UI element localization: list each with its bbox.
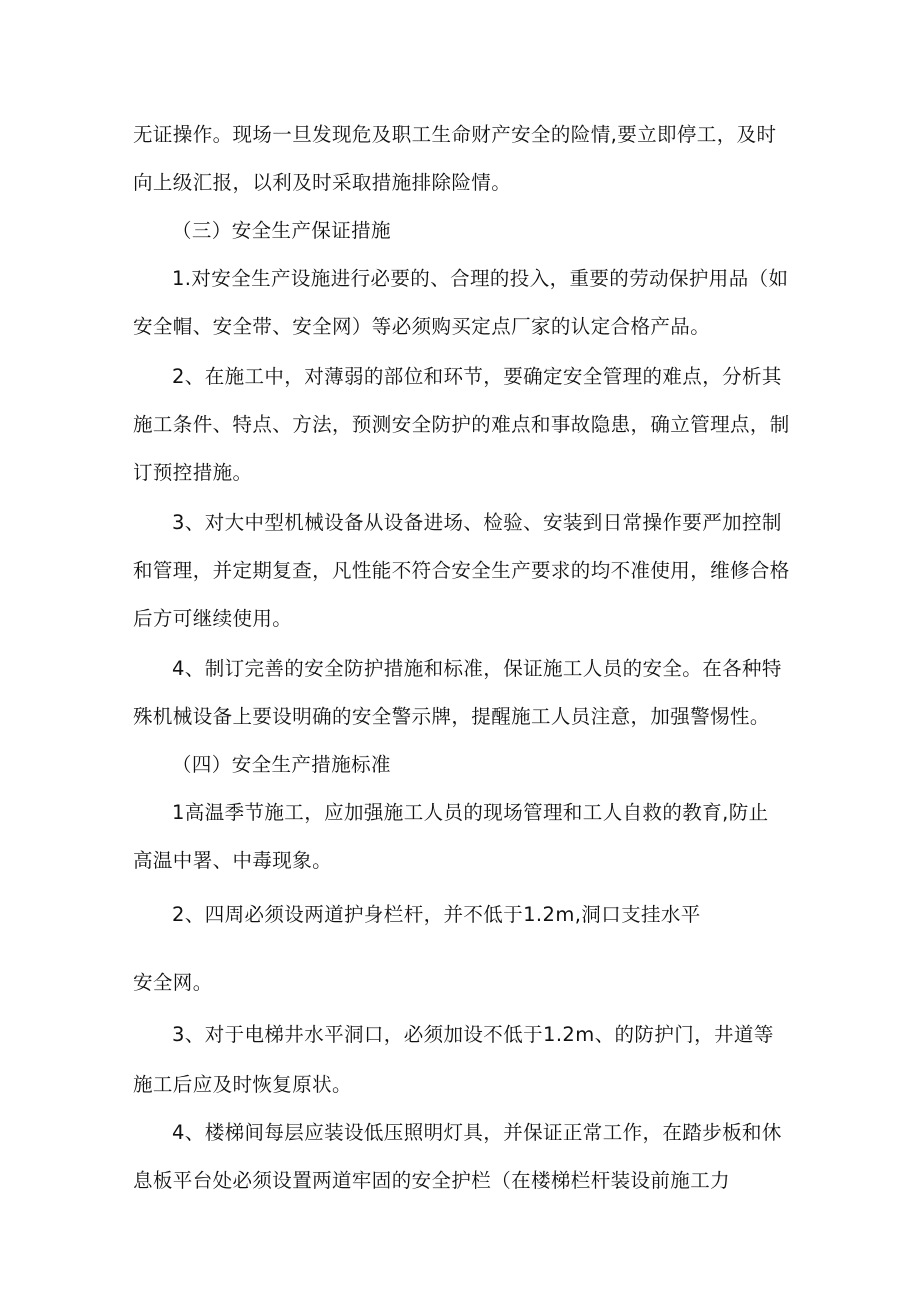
s3-item1-line-2: 安全帽、安全带、安全网）等必须购买定点厂家的认定合格产品。 — [133, 315, 711, 338]
s3-item2-line-3: 订预控措施。 — [133, 461, 253, 484]
s4-item2-line-2: 安全网。 — [133, 971, 213, 994]
s4-item1-line-2: 高温中署、中毒现象。 — [133, 849, 333, 872]
section3-heading: （三）安全生产保证措施 — [172, 219, 391, 242]
s3-item2-line-1: 2、在施工中，对薄弱的部位和环节，要确定安全管理的难点，分析其 — [172, 365, 782, 388]
s4-item3-line-1: 3、对于电梯井水平洞口，必须加设不低于1.2m、的防护门，井道等 — [172, 1023, 774, 1046]
intro-line-2: 向上级汇报，以利及时采取措施排除险情。 — [133, 171, 512, 194]
s3-item3-line-1: 3、对大中型机械设备从设备进场、检验、安装到日常操作要严加控制 — [172, 511, 782, 534]
s3-item3-line-3: 后方可继续使用。 — [133, 607, 293, 630]
s3-item1-line-1: 1.对安全生产设施进行必要的、合理的投入，重要的劳动保护用品（如 — [172, 267, 789, 290]
intro-line-1: 无证操作。现场一旦发现危及职工生命财产安全的险情,要立即停工，及时 — [133, 123, 777, 146]
s4-item2-line-1: 2、四周必须设两道护身栏杆，并不低于1.2m,洞口支挂水平 — [172, 903, 701, 926]
s4-item4-line-2: 息板平台处必须设置两道牢固的安全护栏（在楼梯栏杆装设前施工力 — [133, 1169, 731, 1192]
s3-item2-line-2: 施工条件、特点、方法，预测安全防护的难点和事故隐患，确立管理点，制 — [133, 413, 790, 436]
s4-item4-line-1: 4、楼梯间每层应装设低压照明灯具，并保证正常工作，在踏步板和休 — [172, 1121, 782, 1144]
s4-item1-line-1: 1高温季节施工，应加强施工人员的现场管理和工人自救的教育,防止 — [172, 801, 769, 824]
s3-item4-line-2: 殊机械设备上要设明确的安全警示牌，提醒施工人员注意，加强警惕性。 — [133, 705, 770, 728]
s4-item3-line-2: 施工后应及时恢复原状。 — [133, 1073, 352, 1096]
s3-item4-line-1: 4、制订完善的安全防护措施和标准，保证施工人员的安全。在各种特 — [172, 657, 782, 680]
section4-heading: （四）安全生产措施标准 — [172, 753, 391, 776]
s3-item3-line-2: 和管理，并定期复查，凡性能不符合安全生产要求的均不准使用，维修合格 — [133, 559, 790, 582]
